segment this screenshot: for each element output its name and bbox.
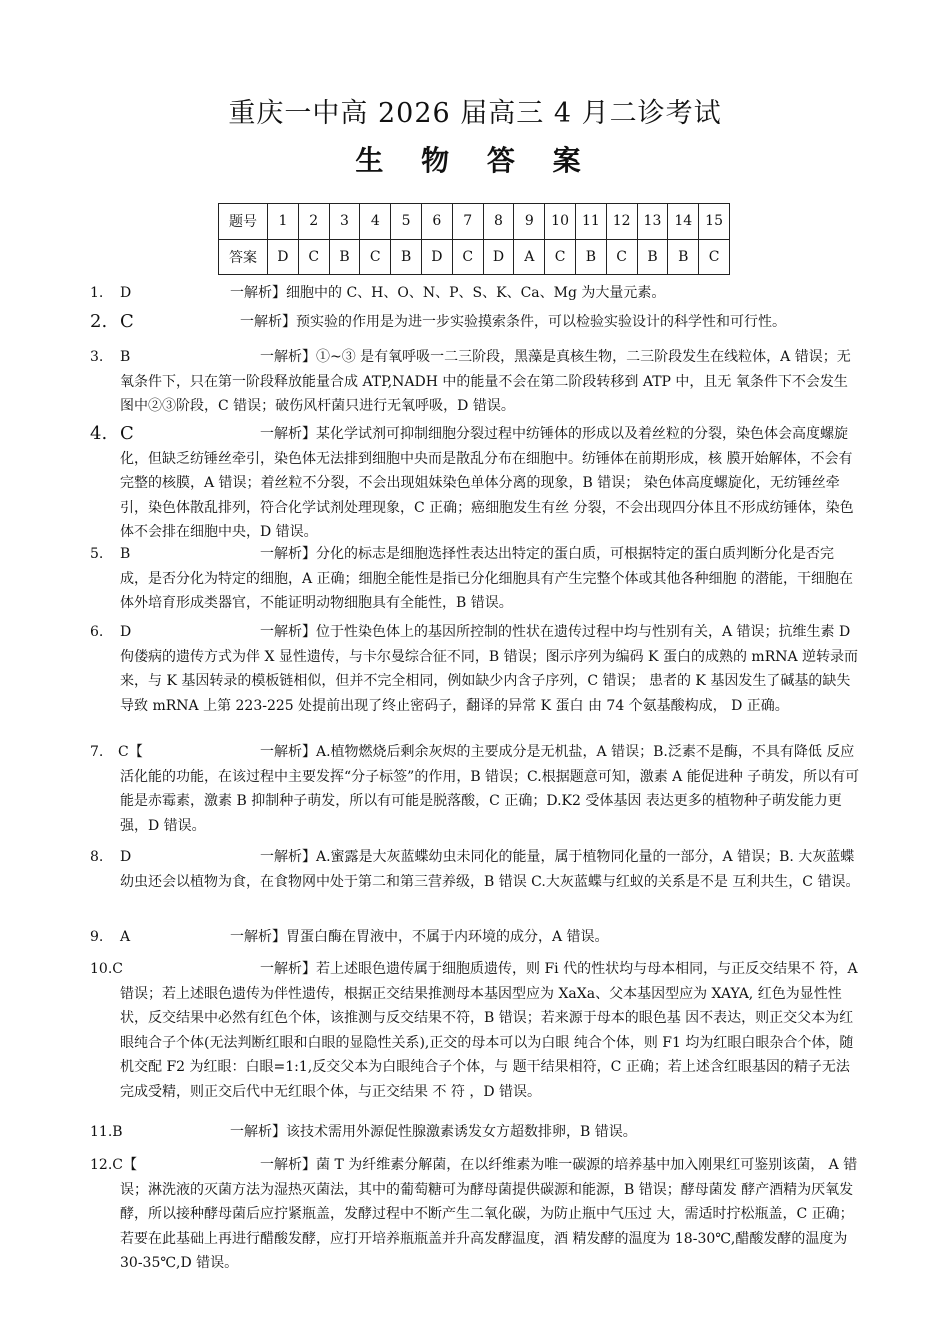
answer-cell: B: [329, 239, 360, 275]
answer-cell: D: [421, 239, 452, 275]
question-number-cell: 4: [360, 204, 391, 240]
item-explanation: 一解析】A.蜜露是大灰蓝蝶幼虫未同化的能量，属于植物同化量的一部分，A 错误；B. 大灰蓝蝶幼虫还会以植物为食，在食物网中处于第二和第三营养级，B 错误 C.大灰蓝蝶与红蚁的关系是不是 互利共生，C 错误。: [120, 849, 860, 890]
item-explanation: 一解析】胃蛋白酶在胃液中，不属于内环境的成分，A 错误。: [230, 929, 609, 945]
item-number: 12.C【: [90, 1157, 137, 1173]
answer-cell: B: [668, 239, 699, 275]
item-answer: D: [120, 624, 132, 640]
item-explanation: 一解析】位于性染色体上的基因所控制的性状在遗传过程中均与性别有关，A 错误；抗维生素 D 佝偻病的遗传方式为伴 X 显性遗传，与卡尔曼综合征不同，B 错误；图示序列为编码 K 蛋白的成熟的 mRNA 逆转录而来，与 K 基因转录的模板链相似，但并不完全相同，例如缺少内含子序列，C 错误； 患者的 K 基因发生了碱基的缺失导致 mRNA 上第 223-225 处提前出现了终止密码子，翻译的异常 K 蛋白 由 74 个氨基酸构成， D 正确。: [120, 624, 859, 714]
explanation-item: [90, 740, 860, 838]
question-number-cell: 7: [452, 204, 483, 240]
question-number-cell: 8: [483, 204, 514, 240]
question-number-cell: 3: [329, 204, 360, 240]
question-number-cell: 11: [575, 204, 606, 240]
answer-cell: B: [637, 239, 668, 275]
item-explanation: 一解析】A.植物燃烧后剩余灰烬的主要成分是无机盐，A 错误；B.泛素不是酶，不具有降低 反应活化能的功能，在该过程中主要发挥“分子标签”的作用，B 错误；C.根据题意可知，激素 A 能促进种 子萌发，所以有可能是赤霉素，激素 B 抑制种子萌发，所以有可能是脱落酸，C 正确；D.K2 受体基因 表达更多的植物种子萌发能力更强，D 错误。: [120, 744, 860, 834]
item-answer: A: [120, 929, 131, 945]
item-number: 10.C: [90, 961, 123, 977]
item-explanation: 一解析】①~③ 是有氧呼吸一二三阶段，黑藻是真核生物，二三阶段发生在线粒体，A 错误；无氧条件下，只在第一阶段释放能量合成 ATP,NADH 中的能量不会在第二阶段转移到 ATP 中，且无 氧条件下不会发生图中②③阶段，C 错误；破伤风杆菌只进行无氧呼吸，D 错误。: [120, 349, 851, 414]
question-number-cell: 12: [606, 204, 637, 240]
answer-cell: C: [699, 239, 730, 275]
question-number-cell: 1: [268, 204, 299, 240]
page-subtitle: 生 物 答 案: [355, 144, 595, 177]
item-number: 6.: [90, 624, 104, 640]
page-title: 重庆一中高 2026 届高三 4 月二诊考试: [228, 98, 722, 129]
explanation-item: [90, 310, 860, 335]
question-number-cell: 13: [637, 204, 668, 240]
explanation-item: [90, 422, 860, 545]
answer-cell: C: [545, 239, 576, 275]
item-number: 11.B: [90, 1124, 123, 1140]
item-answer: C【: [118, 744, 143, 760]
answer-cell: D: [268, 239, 299, 275]
item-answer: D: [120, 285, 132, 301]
explanation-item: [90, 1153, 860, 1276]
question-number-cell: 9: [514, 204, 545, 240]
item-explanation: 一解析】分化的标志是细胞选择性表达出特定的蛋白质，可根据特定的蛋白质判断分化是否完成，是否分化为特定的细胞，A 正确；细胞全能性是指已分化细胞具有产生完整个体或其他各种细胞 的潜能，干细胞在体外培育形成类器官，不能证明动物细胞具有全能性，B 错误。: [120, 546, 854, 611]
item-answer: B: [120, 546, 131, 562]
question-number-cell: 14: [668, 204, 699, 240]
item-explanation: 一解析】某化学试剂可抑制细胞分裂过程中纺锤体的形成以及着丝粒的分裂，染色体会高度螺旋化，但缺乏纺锤丝牵引，染色体无法排到细胞中央而是散乱分布在细胞中。纺锤体在前期形成，核 膜开始解体，不会有完整的核膜，A 错误；着丝粒不分裂，不会出现姐妹染色单体分离的现象，B 错误； 染色体高度螺旋化，无纺锤丝牵引，染色体散乱排列，符合化学试剂处理现象，C 正确；癌细胞发生有丝 分裂，不会出现四分体且不形成纺锤体，染色体不会排在细胞中央，D 错误。: [120, 426, 854, 540]
item-number: 3.: [90, 349, 104, 365]
item-number: 1.: [90, 285, 104, 301]
item-explanation: 一解析】预实验的作用是为进一步实验摸索条件，可以检验实验设计的科学性和可行性。: [240, 314, 786, 330]
answer-cell: C: [452, 239, 483, 275]
item-number: 9.: [90, 929, 104, 945]
item-explanation: 一解析】若上述眼色遗传属于细胞质遗传，则 Fi 代的性状均与母本相同，与正反交结果不 符，A 错误；若上述眼色遗传为伴性遗传，根据正交结果推测母本基因型应为 XaXa、父本基因型应为 XAYA, 红色为显性性状，反交结果中必然有红色个体，该推测与反交结果不符，B 错误；若来源于母本的眼色基 因不表达，则正交父本为红眼纯合子个体(无法判断红眼和白眼的显隐性关系),正交的母本可以为白眼 纯合个体，则 F1 均为红眼白眼杂合个体，随机交配 F2 为红眼：白眼=1:1,反交父本为白眼纯合子个体，与 题干结果相符，C 正确；若上述含红眼基因的精子无法完成受精，则正交后代中无红眼个体，与正交结果 不 符 ，D 错误。: [120, 961, 858, 1100]
item-number: 7.: [90, 744, 104, 760]
item-explanation: 一解析】细胞中的 C、H、O、N、P、S、K、Ca、Mg 为大量元素。: [230, 285, 666, 301]
item-answer: D: [120, 849, 132, 865]
explanation-item: [90, 925, 860, 950]
answer-cell: A: [514, 239, 545, 275]
explanation-item: [90, 281, 860, 306]
item-number: 4.: [90, 423, 108, 444]
answer-cell: C: [360, 239, 391, 275]
answer-cell: B: [575, 239, 606, 275]
answer-cell: B: [391, 239, 422, 275]
item-answer: C: [120, 423, 134, 444]
answer-table: [218, 203, 730, 275]
explanation-item: [90, 542, 860, 616]
item-explanation: 一解析】菌 T 为纤维素分解菌，在以纤维素为唯一碳源的培养基中加入刚果红可鉴别该菌， A 错误；淋洗液的灭菌方法为湿热灭菌法，其中的葡萄糖可为酵母菌提供碳源和能源，B 错误；酵母菌发 酵产酒精为厌氧发酵，所以接种酵母菌后应拧紧瓶盖，发酵过程中不断产生二氧化碳，为防止瓶中气压过 大，需适时拧松瓶盖，C 正确；若要在此基础上再进行醋酸发酵，应打开培养瓶瓶盖并升高发酵温度，酒 精发酵的温度为 18-30℃,醋酸发酵的温度为 30-35℃,D 错误。: [120, 1157, 858, 1271]
table-row-answers: [219, 239, 730, 275]
explanation-item: [90, 845, 860, 894]
explanation-item: [90, 620, 860, 718]
answer-cell: D: [483, 239, 514, 275]
explanation-item: [90, 957, 860, 1104]
question-number-cell: 6: [421, 204, 452, 240]
item-number: 2.: [90, 311, 108, 332]
item-number: 5.: [90, 546, 104, 562]
item-answer: B: [120, 349, 131, 365]
table-row-numbers: [219, 204, 730, 240]
item-explanation: 一解析】该技术需用外源促性腺激素诱发女方超数排卵，B 错误。: [230, 1124, 637, 1140]
question-number-cell: 2: [298, 204, 329, 240]
item-answer: C: [120, 311, 134, 332]
answer-cell: C: [298, 239, 329, 275]
table-row-label: 题号: [219, 204, 268, 240]
table-row-label: 答案: [219, 239, 268, 275]
question-number-cell: 15: [699, 204, 730, 240]
item-number: 8.: [90, 849, 104, 865]
explanation-item: [90, 1120, 860, 1145]
explanation-item: [90, 345, 860, 419]
question-number-cell: 10: [545, 204, 576, 240]
answer-cell: C: [606, 239, 637, 275]
question-number-cell: 5: [391, 204, 422, 240]
